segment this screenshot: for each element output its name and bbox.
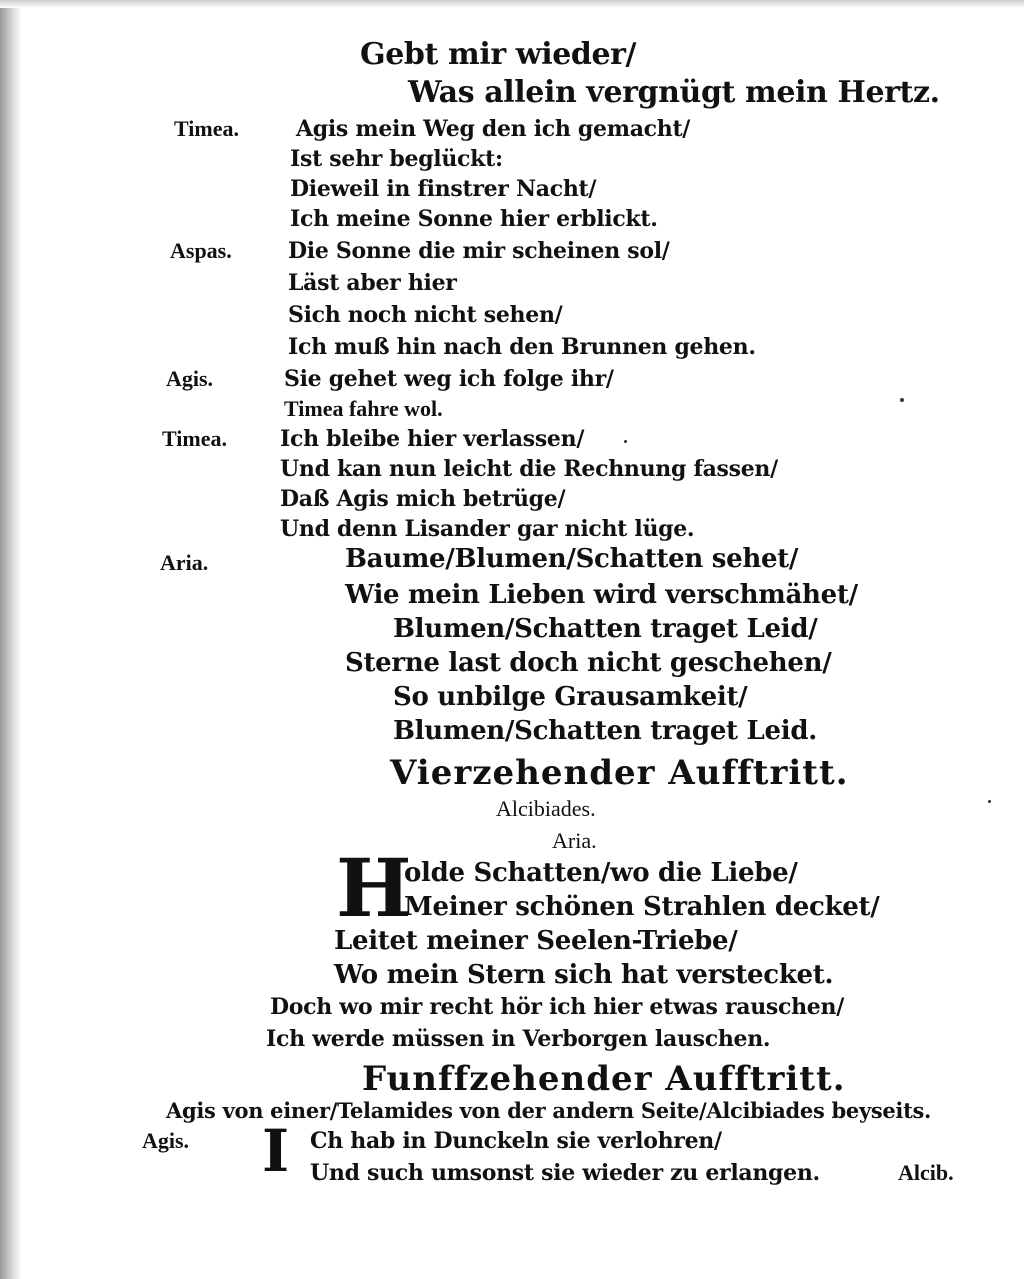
text-line: Sich noch nicht sehen/ xyxy=(288,302,563,328)
speaker-label: Aspas. xyxy=(170,238,232,263)
text-line: So unbilge Grausamkeit/ xyxy=(393,682,748,712)
text-line: Ich werde müssen in Verborgen lauschen. xyxy=(266,1026,771,1052)
text-line: Agis mein Weg den ich gemacht/ xyxy=(296,116,691,142)
catchword: Alcib. xyxy=(898,1160,954,1185)
text-line: Daß Agis mich betrüge/ xyxy=(280,486,566,512)
text-line: Läst aber hier xyxy=(288,270,457,296)
text-line: Baume/Blumen/Schatten sehet/ xyxy=(345,544,799,574)
speaker-label: Agis. xyxy=(142,1128,190,1153)
text-line: Timea fahre wol. xyxy=(284,396,443,421)
text-line: Doch wo mir recht hör ich hier etwas rauschen/ xyxy=(270,994,844,1020)
text-line: Was allein vergnügt mein Hertz. xyxy=(408,75,940,110)
text-line: Blumen/Schatten traget Leid. xyxy=(393,716,817,746)
character-name: Alcibiades. xyxy=(496,796,596,821)
aria-label: Aria. xyxy=(552,828,597,853)
ink-speck xyxy=(624,440,627,443)
text-line: Meiner schönen Strahlen decket/ xyxy=(404,892,880,922)
scene-heading: Funffzehender Aufftritt. xyxy=(362,1059,846,1099)
text-line: Sterne last doch nicht geschehen/ xyxy=(345,648,832,678)
ink-speck xyxy=(988,800,991,803)
text-line: Ist sehr beglückt: xyxy=(290,146,503,172)
speaker-label: Aria. xyxy=(160,550,209,575)
text-line: Ch hab in Dunckeln sie verlohren/ xyxy=(310,1128,722,1154)
text-line: Wie mein Lieben wird verschmähet/ xyxy=(345,580,858,610)
text-line: Ich muß hin nach den Brunnen gehen. xyxy=(288,334,756,360)
text-line: Blumen/Schatten traget Leid/ xyxy=(393,614,818,644)
stage-direction: Agis von einer/Telamides von der andern Seite/Alcibiades beyseits. xyxy=(166,1098,932,1123)
text-line: Und such umsonst sie wieder zu erlangen. xyxy=(310,1160,820,1186)
speaker-label: Agis. xyxy=(166,366,214,391)
ink-speck xyxy=(900,398,904,402)
text-line: olde Schatten/wo die Liebe/ xyxy=(404,858,798,888)
text-line: Leitet meiner Seelen-Triebe/ xyxy=(334,926,738,956)
text-line: Gebt mir wieder/ xyxy=(360,37,637,72)
text-line: Sie gehet weg ich folge ihr/ xyxy=(284,366,614,392)
drop-cap-ornament: H xyxy=(336,841,412,935)
text-line: Dieweil in finstrer Nacht/ xyxy=(290,176,597,202)
text-line: Ich meine Sonne hier erblickt. xyxy=(290,206,658,232)
text-line: Wo mein Stern sich hat verstecket. xyxy=(334,960,834,990)
drop-cap-ornament: I xyxy=(262,1117,290,1185)
speaker-label: Timea. xyxy=(162,426,227,451)
speaker-label: Timea. xyxy=(174,116,239,141)
text-line: Und denn Lisander gar nicht lüge. xyxy=(280,516,695,542)
page-shadow-top xyxy=(0,0,1024,8)
text-line: Ich bleibe hier verlassen/ xyxy=(280,426,585,452)
scene-heading: Vierzehender Aufftritt. xyxy=(390,753,849,793)
page-shadow-edge xyxy=(0,0,22,1279)
text-line: Und kan nun leicht die Rechnung fassen/ xyxy=(280,456,778,482)
text-line: Die Sonne die mir scheinen sol/ xyxy=(288,238,670,264)
